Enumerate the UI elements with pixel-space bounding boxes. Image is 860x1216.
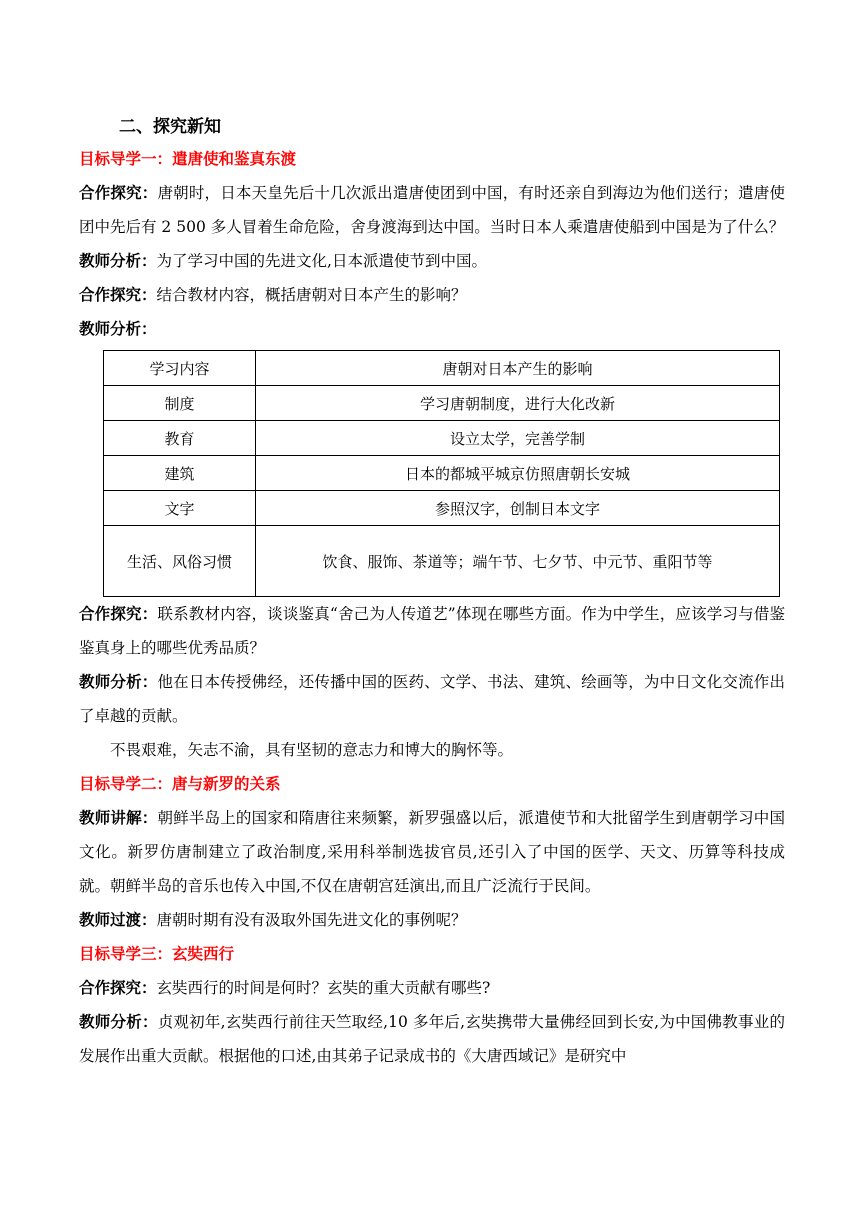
goal1-paragraph-3 [79,278,785,312]
section-title: 二、探究新知 [119,117,221,137]
goal2-p1-text: 朝鲜半岛上的国家和隋唐往来频繁，新罗强盛以后，派遣使节和大批留学生到唐朝学习中国文化。新罗仿唐制建立了政治制度,采用科举制选拔官员,还引入了中国的医学、天文、历算等科技成就。朝鲜半岛的音乐也传入中国,不仅在唐朝宫廷演出,而且广泛流行于民间。 [79,809,785,895]
goal1-p6-text: 他在日本传授佛经，还传播中国的医药、文学、书法、建筑、绘画等，为中日文化交流作出了卓越的贡献。 [79,673,785,725]
table-cell-impact: 设立太学，完善学制 [256,421,780,456]
goal2-p2-text: 唐朝时期有没有汲取外国先进文化的事例呢？ [156,911,467,929]
goal3-p2-label: 教师分析： [79,1013,158,1031]
table-row [104,421,780,456]
goal1-paragraph-1 [79,176,785,244]
goal3-p1-text: 玄奘西行的时间是何时？玄奘的重大贡献有哪些? [156,979,491,997]
goal1-paragraph-2 [79,244,785,278]
goal2-paragraph-1 [79,801,785,903]
table-cell-impact: 日本的都城平城京仿照唐朝长安城 [256,456,780,491]
table-cell-topic: 文字 [104,491,256,526]
goal2-paragraph-2 [79,903,785,937]
table-row [104,456,780,491]
impact-table [103,350,780,597]
goal1-p3-label: 合作探究： [79,286,157,304]
goal1-p1-text: 唐朝时，日本天皇先后十几次派出遣唐使团到中国，有时还亲自到海边为他们送行；遣唐使团中先后有 2 500 多人冒着生命危险，舍身渡海到达中国。当时日本人乘遣唐使船到中国是为了什么？ [79,184,785,236]
goal1-paragraph-4 [79,312,785,346]
goal2-heading: 目标导学二：唐与新罗的关系 [79,775,281,793]
goal1-paragraph-5 [79,597,785,665]
table-header-cell: 唐朝对日本产生的影响 [256,351,780,386]
table-row [104,526,780,597]
goal1-p6-label: 教师分析： [79,673,158,691]
table-header-cell: 学习内容 [104,351,256,386]
goal1-p1-label: 合作探究： [79,184,158,202]
goal1-p2-text: 为了学习中国的先进文化,日本派遣使节到中国。 [156,252,487,270]
table-cell-impact: 参照汉字，创制日本文字 [256,491,780,526]
table-row [104,386,780,421]
goal2-p1-label: 教师讲解： [79,809,158,827]
table-cell-topic: 教育 [104,421,256,456]
goal1-p5-label: 合作探究： [79,605,158,623]
goal1-p4-label: 教师分析： [79,320,157,338]
goal3-paragraph-1 [79,971,785,1005]
table-cell-impact: 学习唐朝制度，进行大化改新 [256,386,780,421]
table-row [104,491,780,526]
goal2-p2-label: 教师过渡： [79,911,157,929]
table-header-row [104,351,780,386]
goal3-heading: 目标导学三：玄奘西行 [79,945,235,963]
goal1-heading: 目标导学一：遣唐使和鉴真东渡 [79,150,297,168]
table-cell-topic: 建筑 [104,456,256,491]
document-page [79,112,785,1073]
goal3-p1-label: 合作探究： [79,979,157,997]
goal1-p3-text: 结合教材内容，概括唐朝对日本产生的影响？ [156,286,467,304]
table-cell-topic: 生活、风俗习惯 [104,526,256,597]
goal1-p5-text: 联系教材内容，谈谈鉴真“舍己为人传道艺”体现在哪些方面。作为中学生，应该学习与借鉴鉴真身上的哪些优秀品质？ [79,605,785,657]
goal1-p2-label: 教师分析： [79,252,157,270]
table-cell-impact: 饮食、服饰、茶道等；端午节、七夕节、中元节、重阳节等 [256,526,780,597]
goal1-paragraph-6 [79,665,785,733]
goal3-p2-text: 贞观初年,玄奘西行前往天竺取经,10 多年后,玄奘携带大量佛经回到长安,为中国佛教事业的发展作出重大贡献。根据他的口述,由其弟子记录成书的《大唐西域记》是研究中 [79,1013,785,1065]
table-cell-topic: 制度 [104,386,256,421]
goal1-paragraph-7: 不畏艰难，矢志不渝，具有坚韧的意志力和博大的胸怀等。 [110,741,514,759]
goal3-paragraph-2 [79,1005,785,1073]
